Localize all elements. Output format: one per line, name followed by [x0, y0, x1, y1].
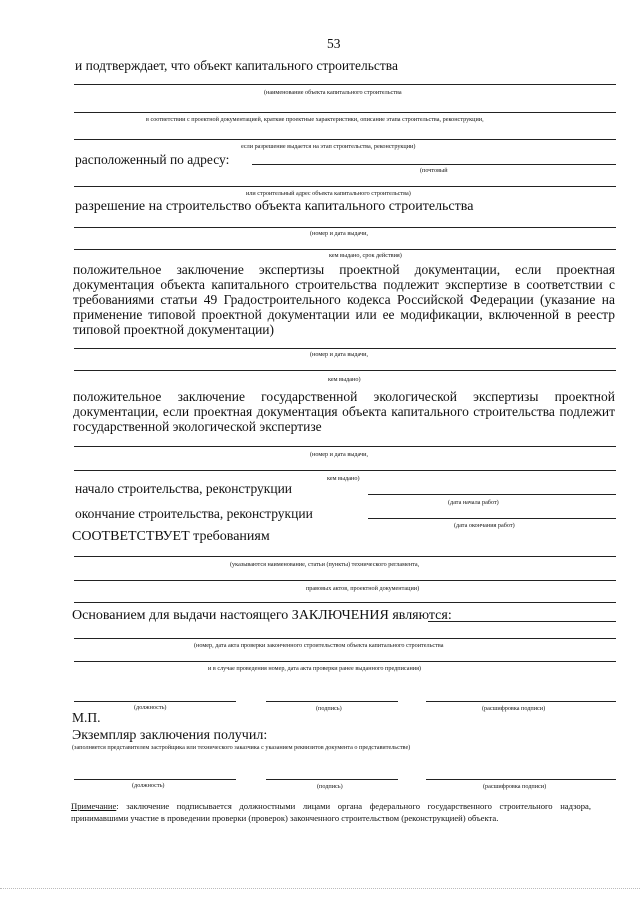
regulations-line-3 — [74, 602, 616, 603]
expertise-paragraph: положительное заключение экспертизы проектной документации, если проектная документация объекта капитального строительства подлежит экспертизе в соответствии с требованиями статьи 49 Градостроительного кодекса Российской Федерации (указание на применение типовой проектной документации или ее модификации, включенной в реестр типовой проектной документации) — [73, 262, 615, 337]
caption-start-date: (дата начала работ) — [448, 499, 499, 506]
caption-eco-issuer: кем выдано) — [327, 475, 360, 482]
caption-permit-number: (номер и дата выдачи, — [310, 230, 369, 237]
caption-regulations-2: правовых актов, проектной документации) — [306, 585, 420, 592]
address-line-1 — [252, 164, 616, 165]
address-label: расположенный по адресу: — [75, 152, 230, 167]
start-date-line — [368, 494, 616, 495]
permit-line-2 — [74, 249, 616, 250]
caption-expertise-issuer: кем выдано) — [328, 376, 361, 383]
sig1-decoding-line — [426, 701, 616, 702]
sig2-decoding-line — [426, 779, 616, 780]
caption-act-1: (номер, дата акта проверки законченного строительством объекта капитального строительства — [194, 642, 444, 649]
caption-permit-issuer: кем выдано, срок действия) — [329, 252, 402, 259]
eco-line-2 — [74, 470, 616, 471]
copy-caption: (заполняется представителем застройщика или технического заказчика с указанием реквизитов документа о представительстве) — [72, 744, 411, 751]
caption-object-name: (наименование объекта капитального строительства — [264, 89, 402, 96]
sig1-position-line — [74, 701, 236, 702]
note-label: Примечание — [71, 801, 117, 811]
caption-postal: (почтовый — [420, 167, 448, 174]
caption-expertise-number: (номер и дата выдачи, — [310, 351, 369, 358]
sig2-signature-line — [266, 779, 398, 780]
sig1-decoding-caption: (расшифровка подписи) — [482, 705, 546, 712]
complies-label: СООТВЕТСТВУЕТ требованиям — [72, 529, 270, 544]
caption-stage-permit: если разрешение выдается на этап строительства, реконструкции) — [241, 143, 416, 150]
page-number: 53 — [327, 36, 341, 51]
start-label: начало строительства, реконструкции — [75, 481, 293, 496]
sig2-position-caption: (должность) — [132, 782, 165, 789]
sig1-position-caption: (должность) — [134, 704, 167, 711]
copy-received-label: Экземпляр заключения получил: — [72, 728, 268, 743]
expertise-line-1 — [74, 348, 616, 349]
sig2-signature-caption: (подпись) — [317, 783, 343, 790]
end-date-line — [368, 518, 616, 519]
address-line-2 — [74, 186, 616, 187]
note-text: : заключение подписывается должностными лицами органа федерального государственного строительного надзора, принимавшими участие в проведении проверки (проверок) законченного строительством (реконструкцией) объекта. — [71, 801, 591, 823]
permit-label: разрешение на строительство объекта капитального строительства — [75, 199, 474, 214]
caption-act-2: и в случае проведения номер, дата акта проверки ранее выданного предписания) — [208, 665, 421, 672]
caption-project-docs: в соответствии с проектной документацией, краткие проектные характеристики, описание этапа строительства, реконструкции, — [146, 116, 484, 123]
act-line-1 — [74, 638, 616, 639]
stage-line — [74, 139, 616, 140]
eco-line-1 — [74, 446, 616, 447]
act-line-2 — [74, 661, 616, 662]
permit-line-1 — [74, 227, 616, 228]
caption-eco-number: (номер и дата выдачи, — [310, 451, 369, 458]
caption-building-address: или строительный адрес объекта капитального строительства) — [246, 190, 411, 197]
eco-paragraph: положительное заключение государственной экологической экспертизы проектной документации, если проектная документация объекта капитального строительства подлежит государственной экологической экспертизе — [73, 389, 615, 434]
stamp-label: М.П. — [72, 710, 101, 725]
note-block — [71, 800, 591, 824]
caption-regulations-1: (указываются наименование, статьи (пункты) технического регламента, — [230, 561, 420, 568]
end-label: окончание строительства, реконструкции — [75, 506, 313, 521]
sig1-signature-caption: (подпись) — [316, 705, 342, 712]
project-docs-line — [74, 112, 616, 113]
caption-end-date: (дата окончания работ) — [454, 522, 515, 529]
sig2-position-line — [74, 779, 236, 780]
expertise-line-2 — [74, 370, 616, 371]
sig1-signature-line — [266, 701, 398, 702]
regulations-line-1 — [74, 556, 616, 557]
basis-line-1 — [428, 621, 616, 622]
intro-text: и подтверждает, что объект капитального строительства — [75, 58, 398, 73]
sig2-decoding-caption: (расшифровка подписи) — [483, 783, 547, 790]
object-name-line — [74, 84, 616, 85]
regulations-line-2 — [74, 580, 616, 581]
basis-label: Основанием для выдачи настоящего ЗАКЛЮЧЕНИЯ являются: — [72, 608, 452, 623]
scan-edge-dots — [0, 888, 640, 889]
